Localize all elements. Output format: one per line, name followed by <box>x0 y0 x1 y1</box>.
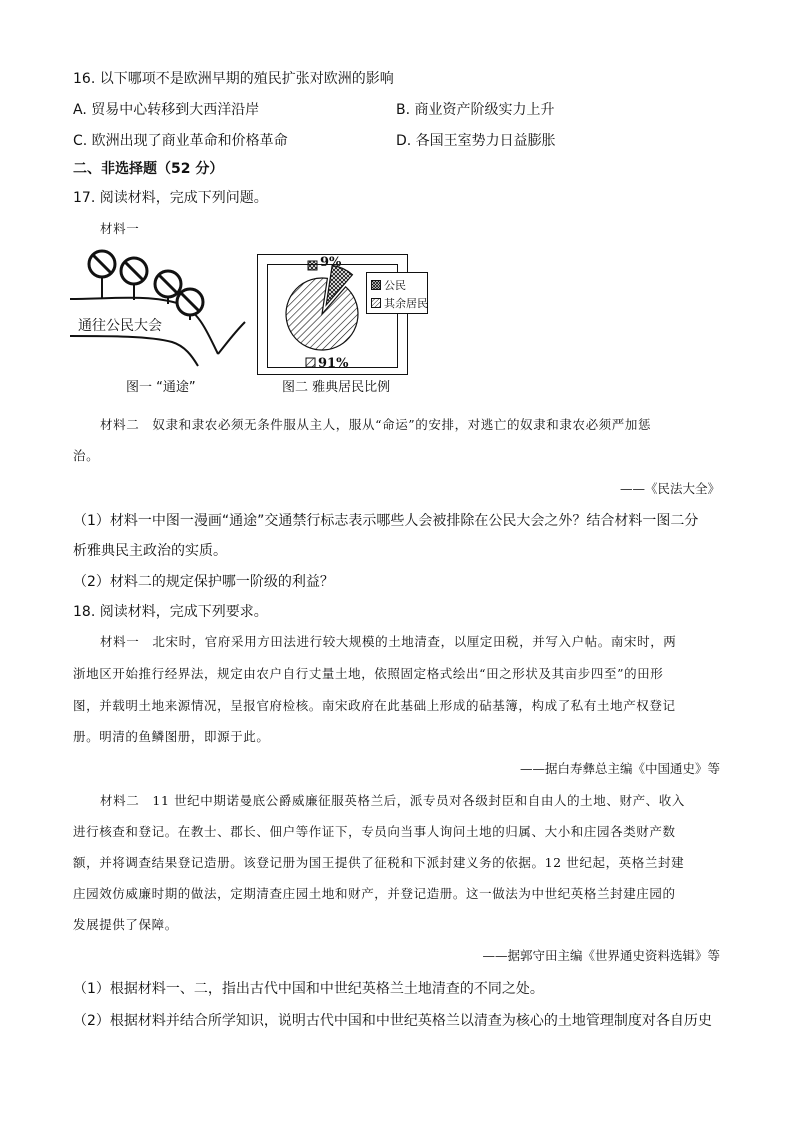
figure1-cartoon <box>70 244 260 372</box>
pct-bottom-key-icon <box>306 358 315 367</box>
legend-others-label: 其余居民 <box>384 297 428 310</box>
q17-stem: 17. 阅读材料，完成下列问题。 <box>73 190 268 206</box>
fig1-road-label: 通往公民大会 <box>78 318 162 334</box>
no-entry-sign-icon <box>177 289 203 315</box>
q18-material2-line: 材料二 11 世纪中期诺曼底公爵威廉征服英格兰后，派专员对各级封臣和自由人的土地、财产、收入 <box>100 793 685 808</box>
q17-sub1-line2: 析雅典民主政治的实质。 <box>73 543 227 559</box>
legend-citizen-label: 公民 <box>384 279 406 292</box>
q17-sub1-line1: （1）材料一中图一漫画“通途”交通禁行标志表示哪些人会被排除在公民大会之外？结合材料一图二分 <box>73 513 699 529</box>
legend-others-swatch-icon <box>371 298 381 308</box>
q18-sub1: （1）根据材料一、二，指出古代中国和中世纪英格兰土地清查的不同之处。 <box>73 981 544 997</box>
q18-material2-line: 发展提供了保障。 <box>73 917 178 932</box>
fig2-caption: 图二 雅典居民比例 <box>282 380 391 395</box>
q17-material2-line1: 材料二 奴隶和隶农必须无条件服从主人，服从“命运”的安排，对逃亡的奴隶和隶农必须严加惩 <box>100 417 652 432</box>
pie-label-citizens: 9% <box>320 255 342 270</box>
q18-sub2: （2）根据材料并结合所学知识，说明古代中国和中世纪英格兰以清查为核心的土地管理制度对各自历史 <box>73 1013 712 1029</box>
q18-material1-line: 浙地区开始推行经界法，规定由农户自行丈量土地，依照固定格式绘出“田之形状及其亩步四至”的田形 <box>73 666 664 681</box>
q18-material2-line: 进行核查和登记。在教士、郡长、佃户等作证下，专员向当事人询问土地的归属、大小和庄园各类财产数 <box>73 824 676 839</box>
q17-material1-label: 材料一 <box>100 221 140 236</box>
q18-material2-source: ——据郭守田主编《世界通史资料选辑》等 <box>482 948 720 963</box>
pie-slice-others <box>286 278 358 350</box>
q18-material1-line: 材料一 北宋时，官府采用方田法进行较大规模的土地清查，以厘定田税，并写入户帖。南宋时，两 <box>100 634 677 649</box>
no-entry-sign-icon <box>121 258 147 284</box>
q18-material1-source: ——据白寿彝总主编《中国通史》等 <box>519 761 720 776</box>
legend-citizen-swatch-icon <box>371 280 381 290</box>
q16-option-d: D. 各国王室势力日益膨胀 <box>396 133 556 149</box>
q17-material2-source: ——《民法大全》 <box>619 481 720 496</box>
section-header: 二、非选择题（52 分） <box>73 161 224 177</box>
q16-stem: 16. 以下哪项不是欧洲早期的殖民扩张对欧洲的影响 <box>73 71 394 87</box>
fig2-legend <box>366 272 428 314</box>
no-entry-sign-icon <box>89 251 115 277</box>
pct-top-key-icon <box>308 261 317 270</box>
q18-material2-line: 额，并将调查结果登记造册。该登记册为国王提供了征税和下派封建义务的依据。12 世纪起，英格兰封建 <box>73 855 685 870</box>
q16-option-c: C. 欧洲出现了商业革命和价格革命 <box>73 133 288 149</box>
q16-option-a: A. 贸易中心转移到大西洋沿岸 <box>73 102 260 118</box>
q17-material2-line2: 治。 <box>73 448 100 463</box>
no-entry-sign-icon <box>155 271 181 297</box>
q18-material1-line: 图，并载明土地来源情况，呈报官府检核。南宋政府在此基础上形成的砧基簿，构成了私有土地产权登记 <box>73 698 676 713</box>
q16-option-b: B. 商业资产阶级实力上升 <box>396 102 555 118</box>
q18-material1-line: 册。明清的鱼鳞图册，即源于此。 <box>73 729 270 744</box>
q18-material2-line: 庄园效仿威廉时期的做法，定期清查庄园土地和财产，并登记造册。这一做法为中世纪英格兰封建庄园的 <box>73 886 676 901</box>
pie-label-others: 91% <box>318 356 349 371</box>
q18-stem: 18. 阅读材料，完成下列要求。 <box>73 604 268 620</box>
q17-sub2: （2）材料二的规定保护哪一阶级的利益？ <box>73 574 334 590</box>
fig1-caption: 图一 “通途” <box>126 380 196 395</box>
